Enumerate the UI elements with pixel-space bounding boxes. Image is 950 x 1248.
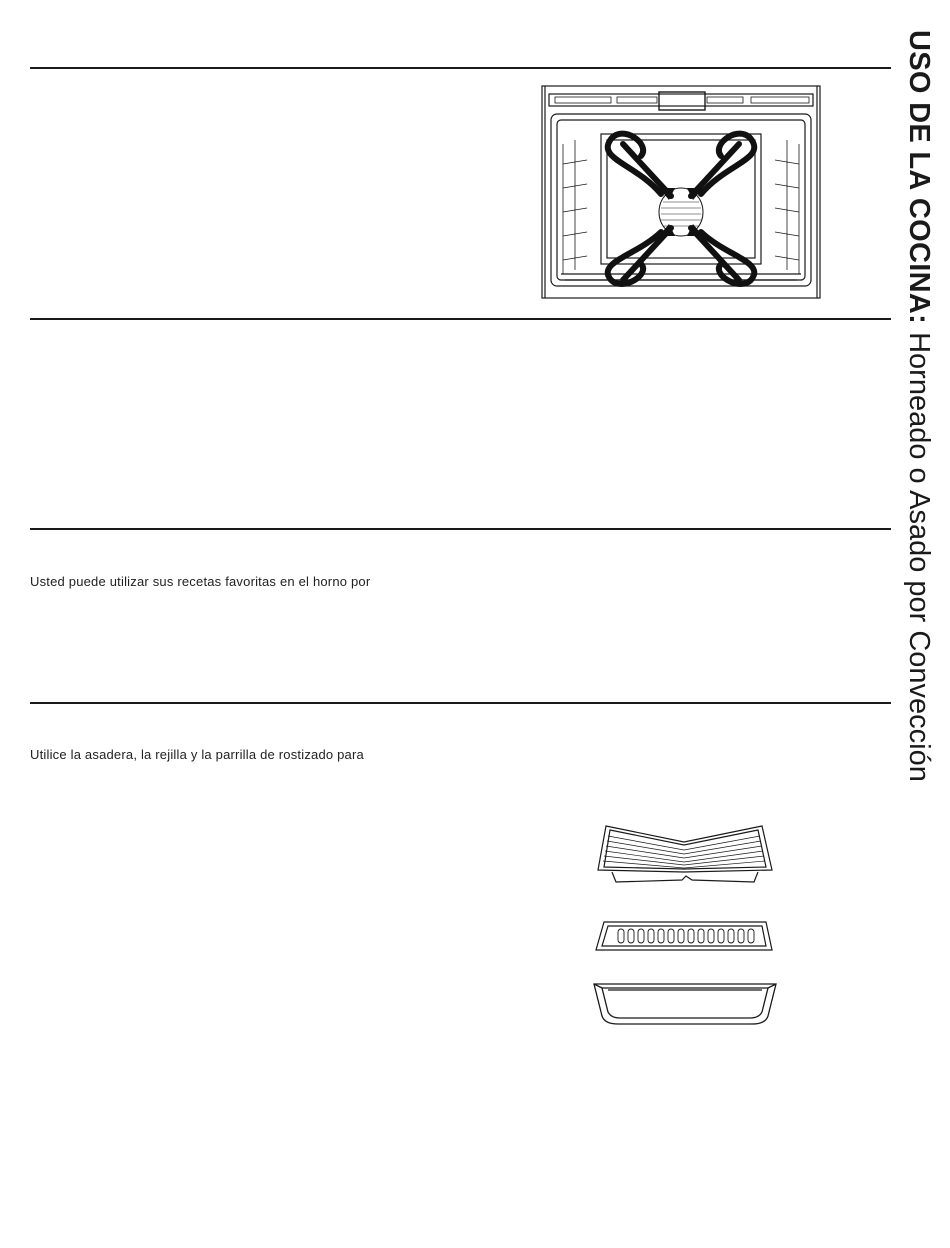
broiler-grid-illustration (594, 822, 774, 886)
side-title-bold: USO DE LA COCINA: (903, 30, 935, 325)
section-divider-4 (30, 702, 891, 704)
broiler-rack-illustration (594, 918, 774, 954)
side-title (893, 30, 945, 1130)
side-title-light: Horneado o Asado por Convección (903, 324, 935, 782)
convection-bake-text: Usted puede utilizar sus recetas favoritas en el horno por (30, 574, 371, 589)
section-divider-2 (30, 318, 891, 320)
section-divider-1 (30, 67, 891, 69)
section-divider-3 (30, 528, 891, 530)
broiler-pan-illustration (590, 976, 780, 1028)
oven-convection-illustration (541, 84, 821, 300)
convection-roast-text: Utilice la asadera, la rejilla y la parrilla de rostizado para (30, 747, 364, 762)
